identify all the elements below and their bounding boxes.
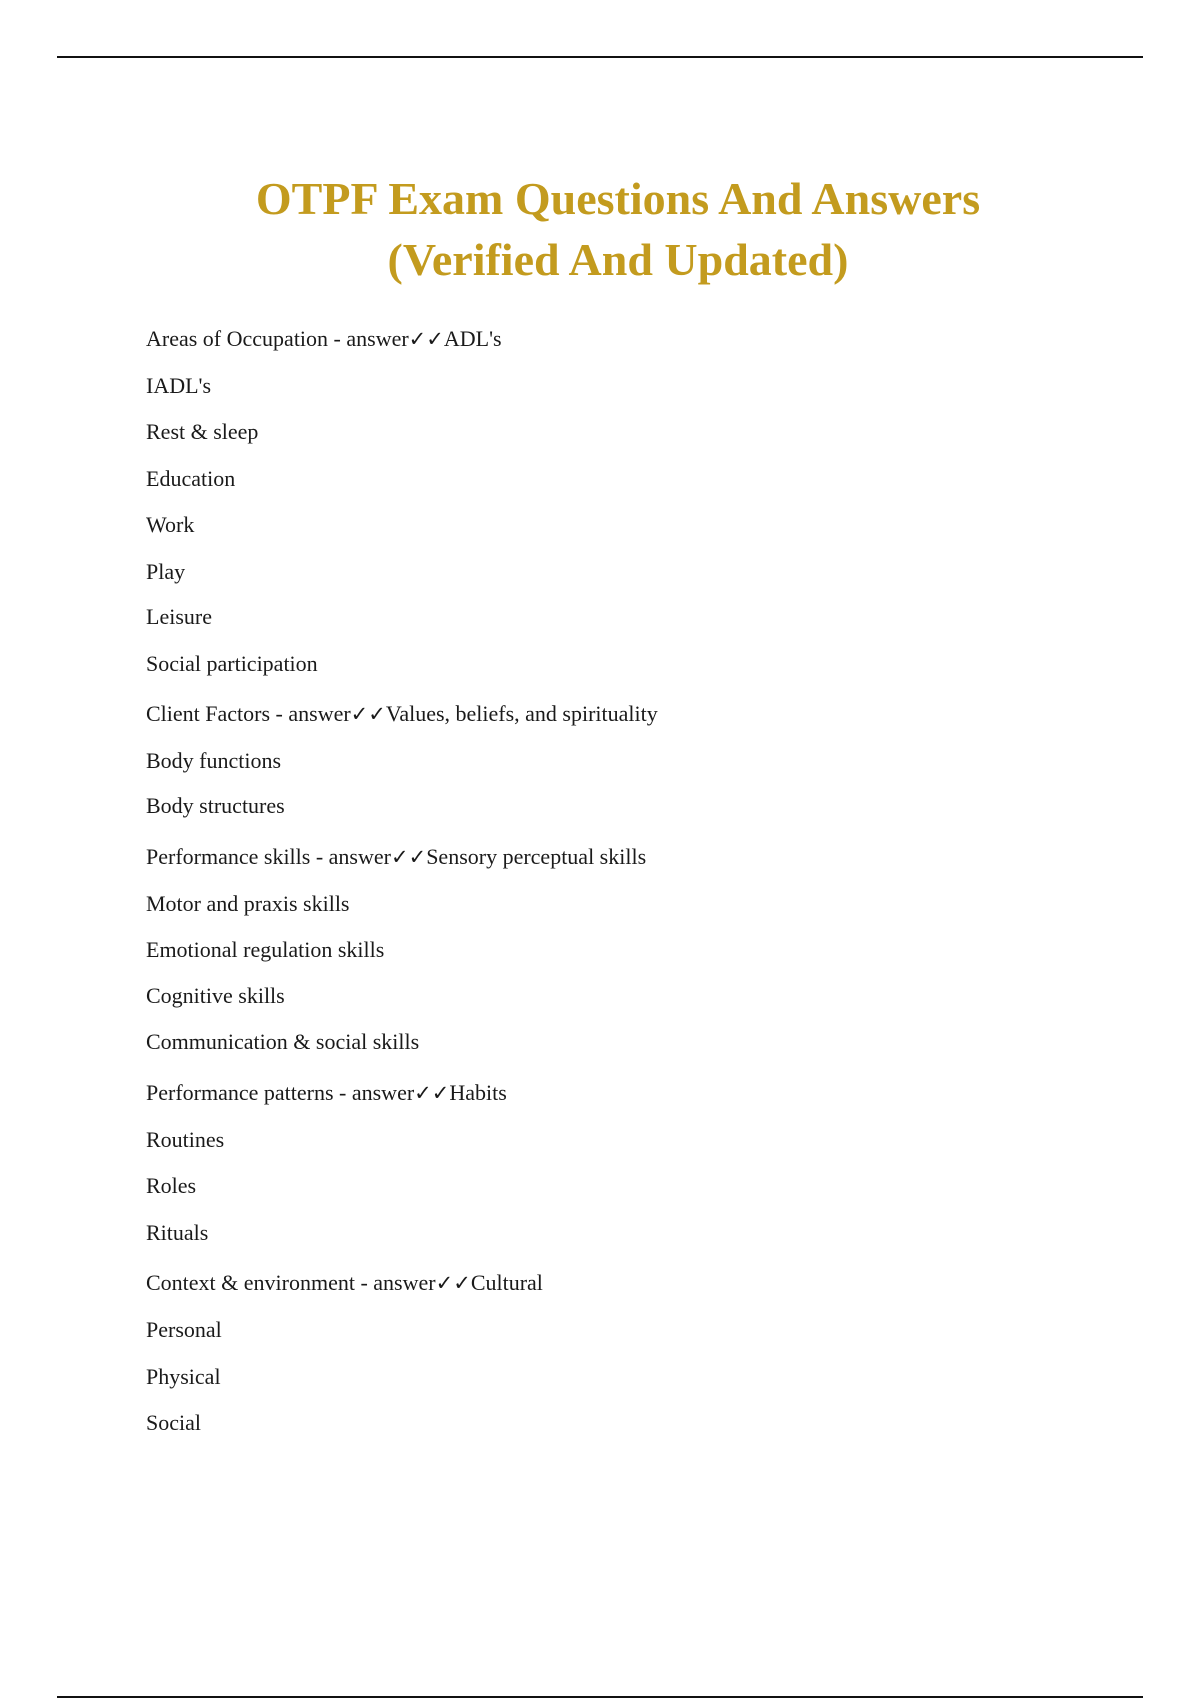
answer-line (146, 372, 211, 400)
answer-item-text: Cognitive skills (146, 983, 285, 1008)
answer-text: Values, beliefs, and spirituality (385, 701, 658, 726)
question-text: Client Factors - answer (146, 701, 351, 726)
double-check-icon: ✓✓ (408, 327, 444, 351)
title-line-2: (Verified And Updated) (387, 234, 849, 285)
answer-line (146, 603, 212, 631)
answer-line (146, 792, 285, 820)
answer-item-text: Rest & sleep (146, 419, 259, 444)
answer-text: ADL's (443, 326, 502, 351)
question-line (146, 1079, 507, 1107)
double-check-icon: ✓✓ (414, 1081, 450, 1105)
question-line (146, 1269, 543, 1297)
answer-line (146, 1409, 201, 1437)
answer-item-text: Education (146, 466, 236, 491)
answer-item-text: Social (146, 1410, 201, 1435)
answer-line (146, 511, 194, 539)
answer-line (146, 465, 235, 493)
title-line-1: OTPF Exam Questions And Answers (255, 173, 981, 224)
answer-item-text: Play (146, 559, 186, 584)
answer-line (146, 982, 285, 1010)
answer-item-text: Work (146, 512, 195, 537)
answer-item-text: Communication & social skills (146, 1029, 420, 1054)
answer-item-text: Personal (146, 1317, 222, 1342)
answer-line (146, 1172, 196, 1200)
answer-line (146, 1126, 224, 1154)
answer-line (146, 558, 185, 586)
double-check-icon: ✓✓ (350, 702, 386, 726)
answer-item-text: Body structures (146, 793, 285, 818)
answer-item-text: Emotional regulation skills (146, 937, 385, 962)
question-text: Performance patterns - answer (146, 1080, 415, 1105)
answer-item-text: IADL's (146, 373, 212, 398)
answer-line (146, 890, 350, 918)
answer-line (146, 1219, 208, 1247)
question-line (146, 700, 658, 728)
top-rule (57, 56, 1143, 58)
answer-item-text: Body functions (146, 748, 282, 773)
question-text: Areas of Occupation - answer (146, 326, 409, 351)
bottom-rule (57, 1696, 1143, 1698)
double-check-icon: ✓✓ (435, 1271, 471, 1295)
answer-item-text: Leisure (146, 604, 212, 629)
answer-item-text: Social participation (146, 651, 318, 676)
answer-item-text: Physical (146, 1364, 221, 1389)
answer-text: Habits (449, 1080, 507, 1105)
answer-text: Sensory perceptual skills (426, 844, 647, 869)
question-text: Performance skills - answer (146, 844, 391, 869)
answer-item-text: Rituals (146, 1220, 209, 1245)
answer-line (146, 1028, 419, 1056)
answer-item-text: Routines (146, 1127, 225, 1152)
double-check-icon: ✓✓ (390, 845, 427, 869)
answer-line (146, 747, 281, 775)
answer-line (146, 418, 258, 446)
answer-item-text: Roles (146, 1173, 197, 1198)
answer-text: Cultural (470, 1270, 543, 1295)
answer-line (146, 1316, 222, 1344)
question-line (146, 325, 502, 353)
document-title (0, 168, 1200, 290)
answer-line (146, 936, 384, 964)
answer-item-text: Motor and praxis skills (146, 891, 350, 916)
answer-line (146, 1363, 221, 1391)
question-text: Context & environment - answer (146, 1270, 436, 1295)
question-line (146, 843, 646, 871)
answer-line (146, 650, 318, 678)
